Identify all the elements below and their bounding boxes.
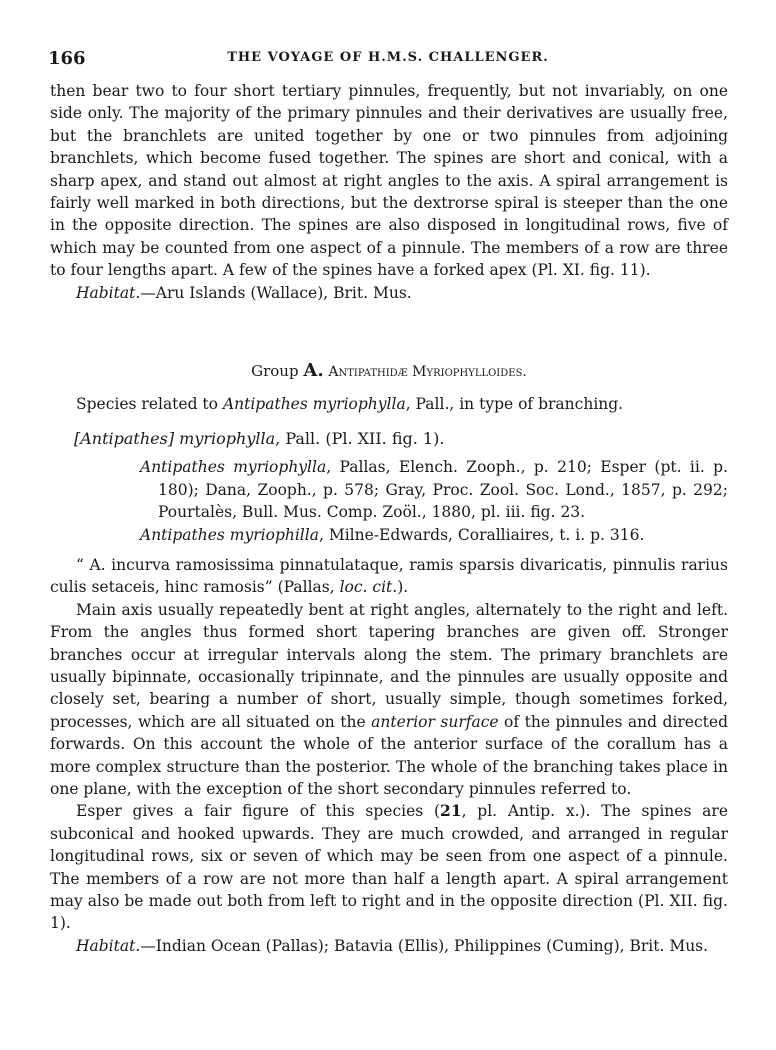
group-name: Antipathidæ Myriophylloides.	[328, 364, 527, 381]
reference-entry	[140, 456, 728, 523]
reference-text: , Pallas, Elench. Zooph., p. 210; Esper (pt. ii. p. 180); Dana, Zooph., p. 578; Gray, Proc. Zool. Soc. Lond., 1857, p. 292; Pourtalès, Bull. Mus. Comp. Zoöl., 1880, pl. iii. fig. 23.	[158, 458, 728, 522]
habitat-text-2: —Indian Ocean (Pallas); Batavia (Ellis), Philippines (Cuming), Brit. Mus.	[140, 936, 709, 955]
reference-name: Antipathes myriophylla	[140, 458, 327, 477]
page-number: 166	[48, 48, 86, 69]
species-heading	[50, 428, 728, 450]
quote-loc: loc. cit.	[339, 578, 398, 597]
habitat-line	[50, 282, 728, 304]
reference-text: , Milne-Edwards, Coralliaires, t. i. p. 316.	[318, 525, 645, 544]
description-emphasis: anterior surface	[371, 712, 499, 731]
running-title: THE VOYAGE OF H.M.S. CHALLENGER.	[227, 50, 549, 65]
quote-end: ).	[397, 578, 409, 597]
species-epithet: myriophylla	[174, 428, 276, 448]
description-paragraph	[50, 599, 728, 801]
quote-text: “ A. incurva ramosissima pinnatulataque, ramis sparsis divaricatis, pinnulis rarius culis setaceis, hinc ramosis” (Pallas,	[50, 555, 728, 597]
paragraph-continued: then bear two to four short tertiary pinnules, frequently, but not invariably, on one side only. The majority of the primary pinnules and their derivatives are usually free, but the branchlets are united together by one or two pinnules from adjoining branchlets, which become fused together. The spines are short and conical, with a sharp apex, and stand out almost at right angles to the axis. A spiral arrangement is fairly well marked in both directions, but the dextrorse spiral is steeper than the one in the opposite direction. The spines are also disposed in longitudinal rows, five of which may be counted from one aspect of a pinnule. The members of a row are three to four lengths apart. A few of the spines have a forked apex (Pl. XI. fig. 11).	[50, 82, 728, 280]
species-genus: [Antipathes]	[74, 428, 175, 448]
group-heading	[50, 360, 728, 383]
description-after: of the pinnules and directed forwards. On this account the whole of the anterior surface of the corallum has a more complex structure than the posterior. The whole of the branching takes place in one plane, with the exception of the short secondary pinnules referred to.	[50, 712, 728, 798]
habitat-text: —Aru Islands (Wallace), Brit. Mus.	[140, 283, 412, 302]
species-heading-rest: , Pall. (Pl. XII. fig. 1).	[275, 428, 445, 448]
section-spacer	[50, 304, 728, 352]
group-prefix: Group	[251, 362, 299, 381]
species-related-after: , Pall., in type of branching.	[405, 395, 624, 414]
esper-ref-number: 21	[440, 801, 462, 821]
habitat-label-2: Habitat.	[76, 936, 141, 955]
reference-entry	[140, 524, 728, 546]
esper-after: , pl. Antip. x.). The spines are subconical and hooked upwards. They are much crowded, and arranged in regular longitudinal rows, six or seven of which may be seen from one aspect of a pinnule. The members of a row are not more than half a length apart. A spiral arrangement may also be made out both from left to right and in the opposite direction (Pl. XII. fig. 1).	[50, 802, 728, 933]
habitat-line-2	[50, 935, 728, 957]
page-body	[50, 80, 728, 957]
species-related-line	[50, 393, 728, 415]
page-header	[48, 48, 728, 72]
reference-name: Antipathes myriophilla	[140, 525, 319, 544]
esper-paragraph	[50, 800, 728, 934]
esper-before: Esper gives a fair figure of this species (	[76, 802, 441, 821]
habitat-label: Habitat.	[76, 283, 141, 302]
latin-diagnosis	[50, 554, 728, 599]
species-related-name: Antipathes myriophylla	[222, 395, 406, 414]
description-before: Main axis usually repeatedly bent at right angles, alternately to the right and left. From the angles thus formed short tapering branches are given off. Stronger branches occur at irregular intervals along the stem. The primary branchlets are usually bipinnate, occasionally tripinnate, and the pinnules are usually opposite and closely set, bearing a number of short, usually simple, though sometimes forked, processes, which are all situated on the	[50, 600, 728, 731]
group-letter: A.	[303, 360, 324, 382]
synonymy-references	[50, 456, 728, 546]
species-related-before: Species related to	[76, 395, 223, 414]
